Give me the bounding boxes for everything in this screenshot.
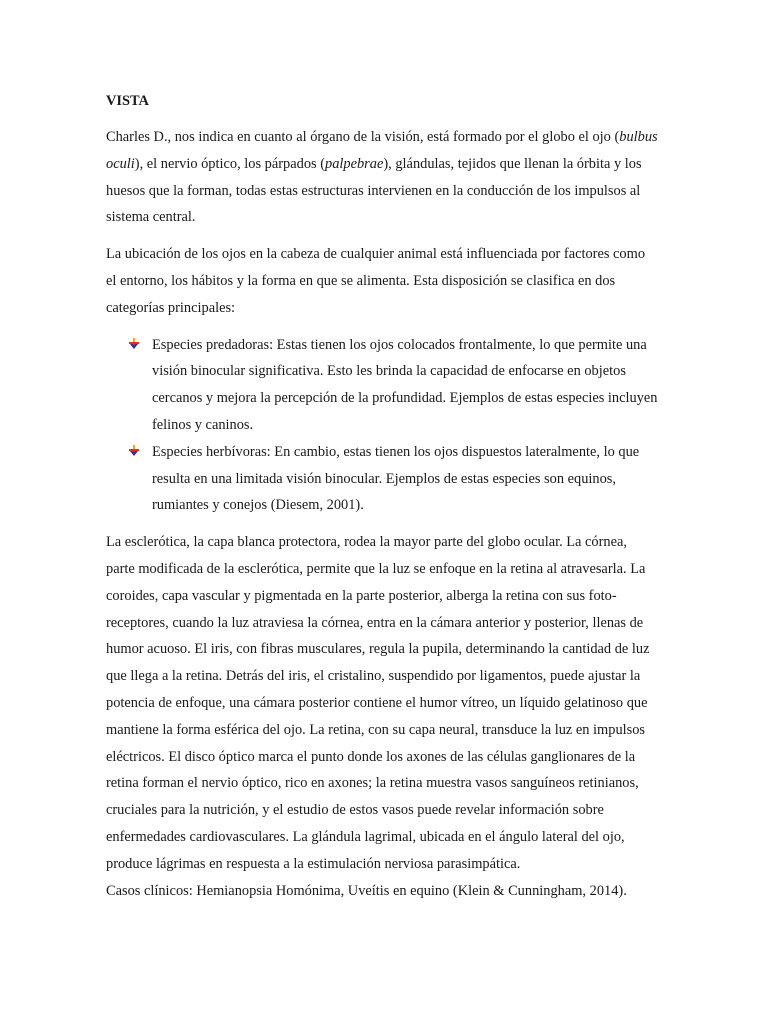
paragraph-eye-position: La ubicación de los ojos en la cabeza de cualquier animal está influenciada por factores como el entorno, los hábitos y la forma en que se alimenta. Esta disposición se clasifica en dos categorías principales: [106,246,646,316]
document-page [106,88,658,914]
paragraph-eye-anatomy: La esclerótica, la capa blanca protectora, rodea la mayor parte del globo ocular. La córnea, parte modificada de la esclerótica, permite que la luz se enfoque en la retina al atravesarla. La coroides, capa vascular y pigmentada en la parte posterior, alberga la retina con sus foto-receptores, cuando la luz atraviesa la córnea, entra en la cámara anterior y posterior, llenas de humor acuoso. El iris, con fibras musculares, regula la pupila, determinando la cantidad de luz que llega a la retina. Detrás del iris, el cristalino, suspendido por ligamentos, puede ajustar la potencia de enfoque, una cámara posterior contiene el humor vítreo, un líquido gelatinoso que mantiene la forma esférica del ojo. La retina, con su capa neural, transduce la luz en impulsos eléctricos. El disco óptico marca el punto donde los axones de las células ganglionares de la retina forman el nervio óptico, rico en axones; la retina muestra vasos sanguíneos retinianos, cruciales para la nutrición, y el estudio de estos vasos puede revelar información sobre enfermedades cardiovasculares. La glándula lagrimal, ubicada en el ángulo lateral del ojo, produce lágrimas en respuesta a la estimulación nerviosa parasimpática. [106,534,650,872]
bullet-list [106,332,658,520]
paragraph-intro [106,124,658,231]
bullet-text-predators: Especies predadoras: Estas tienen los ojos colocados frontalmente, lo que permite una visión binocular significativa. Esto les brinda la capacidad de enfocarse en objetos cercanos y mejora la percepción de la profundidad. Ejemplos de estas especies incluyen felinos y caninos. [152,336,658,433]
paragraph-clinical-cases: Casos clínicos: Hemianopsia Homónima, Uveítis en equino (Klein & Cunningham, 2014). [106,882,627,899]
list-item [152,332,658,439]
list-item [152,439,658,519]
bullet-text-herbivores: Especies herbívoras: En cambio, estas tienen los ojos dispuestos lateralmente, lo que resulta en una limitada visión binocular. Ejemplos de estas especies son equinos, rumiantes y conejos (Diesem, 2001). [152,443,640,514]
section-heading: VISTA [106,93,149,109]
paragraph-intro-text-1: Charles D., nos indica en cuanto al órgano de la visión, está formado por el globo el ojo ( [106,129,620,145]
paragraph-intro-text-3: ), glándulas, tejidos que llenan la órbita y los huesos que la forman, todas estas estructuras intervienen en la conducción de los impulsos al sistema central. [106,155,642,226]
arrow-down-bullet-icon [128,445,140,457]
latin-term-palpebrae: palpebrae [325,155,384,172]
latin-term-bulbus-oculi: bulbus oculi [106,129,658,172]
paragraph-intro-text-2: ), el nervio óptico, los párpados ( [134,155,326,172]
arrow-down-bullet-icon [128,338,140,350]
